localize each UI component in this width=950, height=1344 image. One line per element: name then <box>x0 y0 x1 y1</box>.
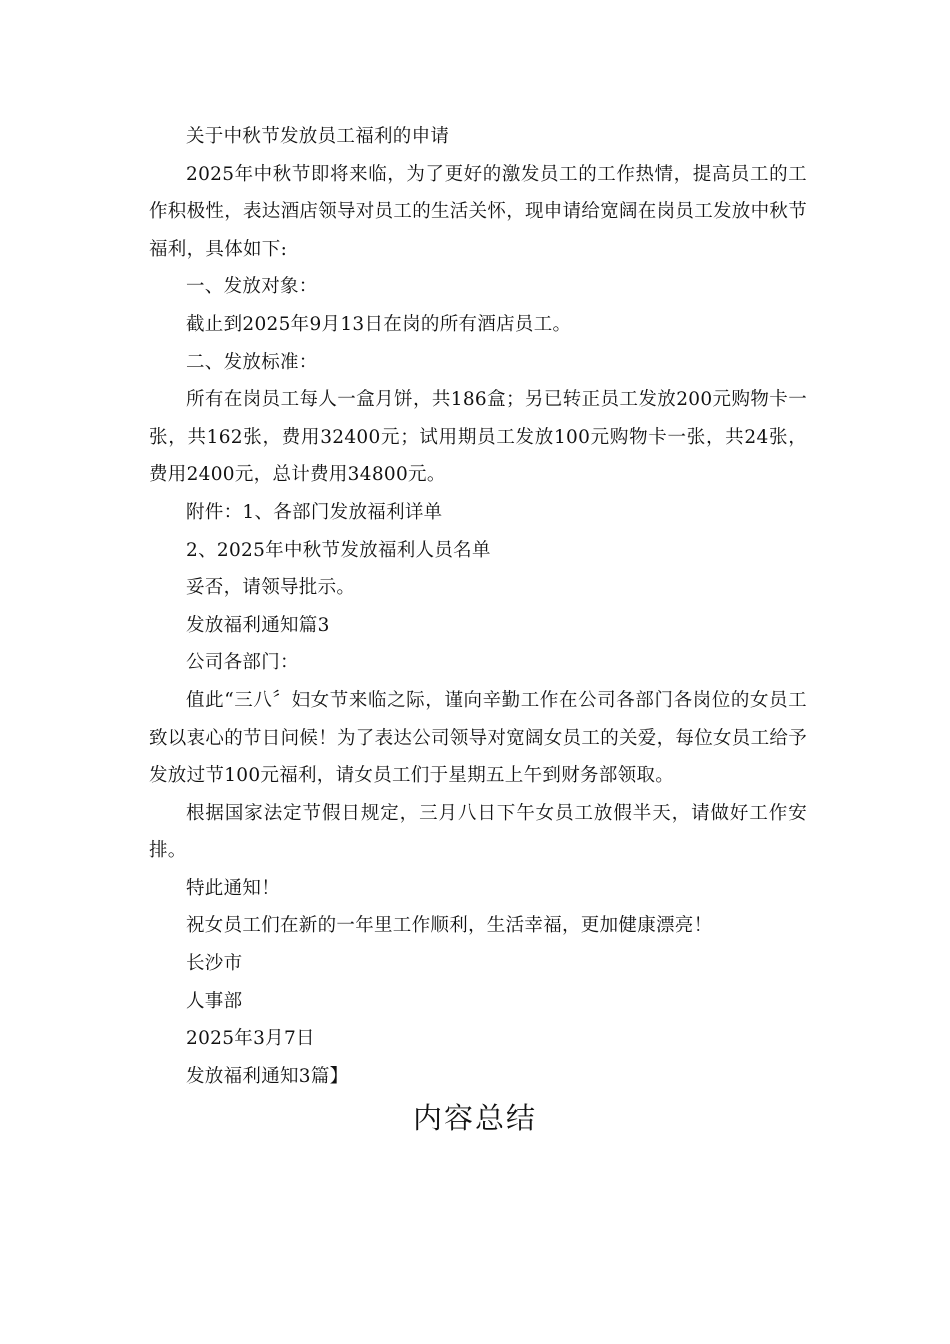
paragraph-notice-3-heading: 发放福利通知篇3 <box>186 614 330 636</box>
paragraph-wishes: 祝女员工们在新的一年里工作顺利，生活幸福，更加健康漂亮！ <box>186 915 713 937</box>
paragraph-attachment-1: 附件：1、各部门发放福利详单 <box>186 501 443 523</box>
paragraph-date: 2025年3月7日 <box>186 1028 315 1050</box>
summary-heading: 内容总结 <box>412 1101 537 1135</box>
paragraph-attachment-2: 2、2025年中秋节发放福利人员名单 <box>186 539 491 561</box>
paragraph-approval-request: 妥否，请领导批示。 <box>186 577 356 599</box>
document-body <box>149 118 807 1095</box>
paragraph-holiday-arrangement: 根据国家法定节假日规定，三月八日下午女员工放假半天，请做好工作安排。 <box>149 802 807 862</box>
paragraph-section-one-heading: 一、发放对象： <box>186 276 318 298</box>
paragraph-eligible-staff: 截止到2025年9月13日在岗的所有酒店员工。 <box>186 313 572 335</box>
paragraph-department: 人事部 <box>186 990 243 1012</box>
paragraph-application-title: 关于中秋节发放员工福利的申请 <box>186 126 450 147</box>
paragraph-intro: 2025年中秋节即将来临，为了更好的激发员工的工作热情，提高员工的工作积极性，表达酒店领导对员工的生活关怀，现申请给宽阔在岗员工发放中秋节福利，具体如下: <box>149 163 808 260</box>
paragraph-section-two-heading: 二、发放标准： <box>186 351 318 373</box>
paragraph-city: 长沙市 <box>186 953 243 975</box>
paragraph-notice-closing: 特此通知！ <box>186 877 281 899</box>
paragraph-womens-day-greeting: 值此“三八〞妇女节来临之际，谨向辛勤工作在公司各部门各岗位的女员工致以衷心的节日问候！为了表达公司领导对宽阔女员工的关爱，每位女员工给予发放过节100元福利，请女员工们于星期五上午到财务部领取。 <box>149 689 808 787</box>
paragraph-trailing-title: 发放福利通知3篇】 <box>186 1065 349 1087</box>
paragraph-salutation: 公司各部门： <box>186 652 299 674</box>
paragraph-benefit-standard: 所有在岗员工每人一盒月饼，共186盒；另已转正员工发放200元购物卡一张，共162张，费用32400元；试用期员工发放100元购物卡一张，共24张，费用2400元，总计费用34800元。 <box>149 389 807 486</box>
